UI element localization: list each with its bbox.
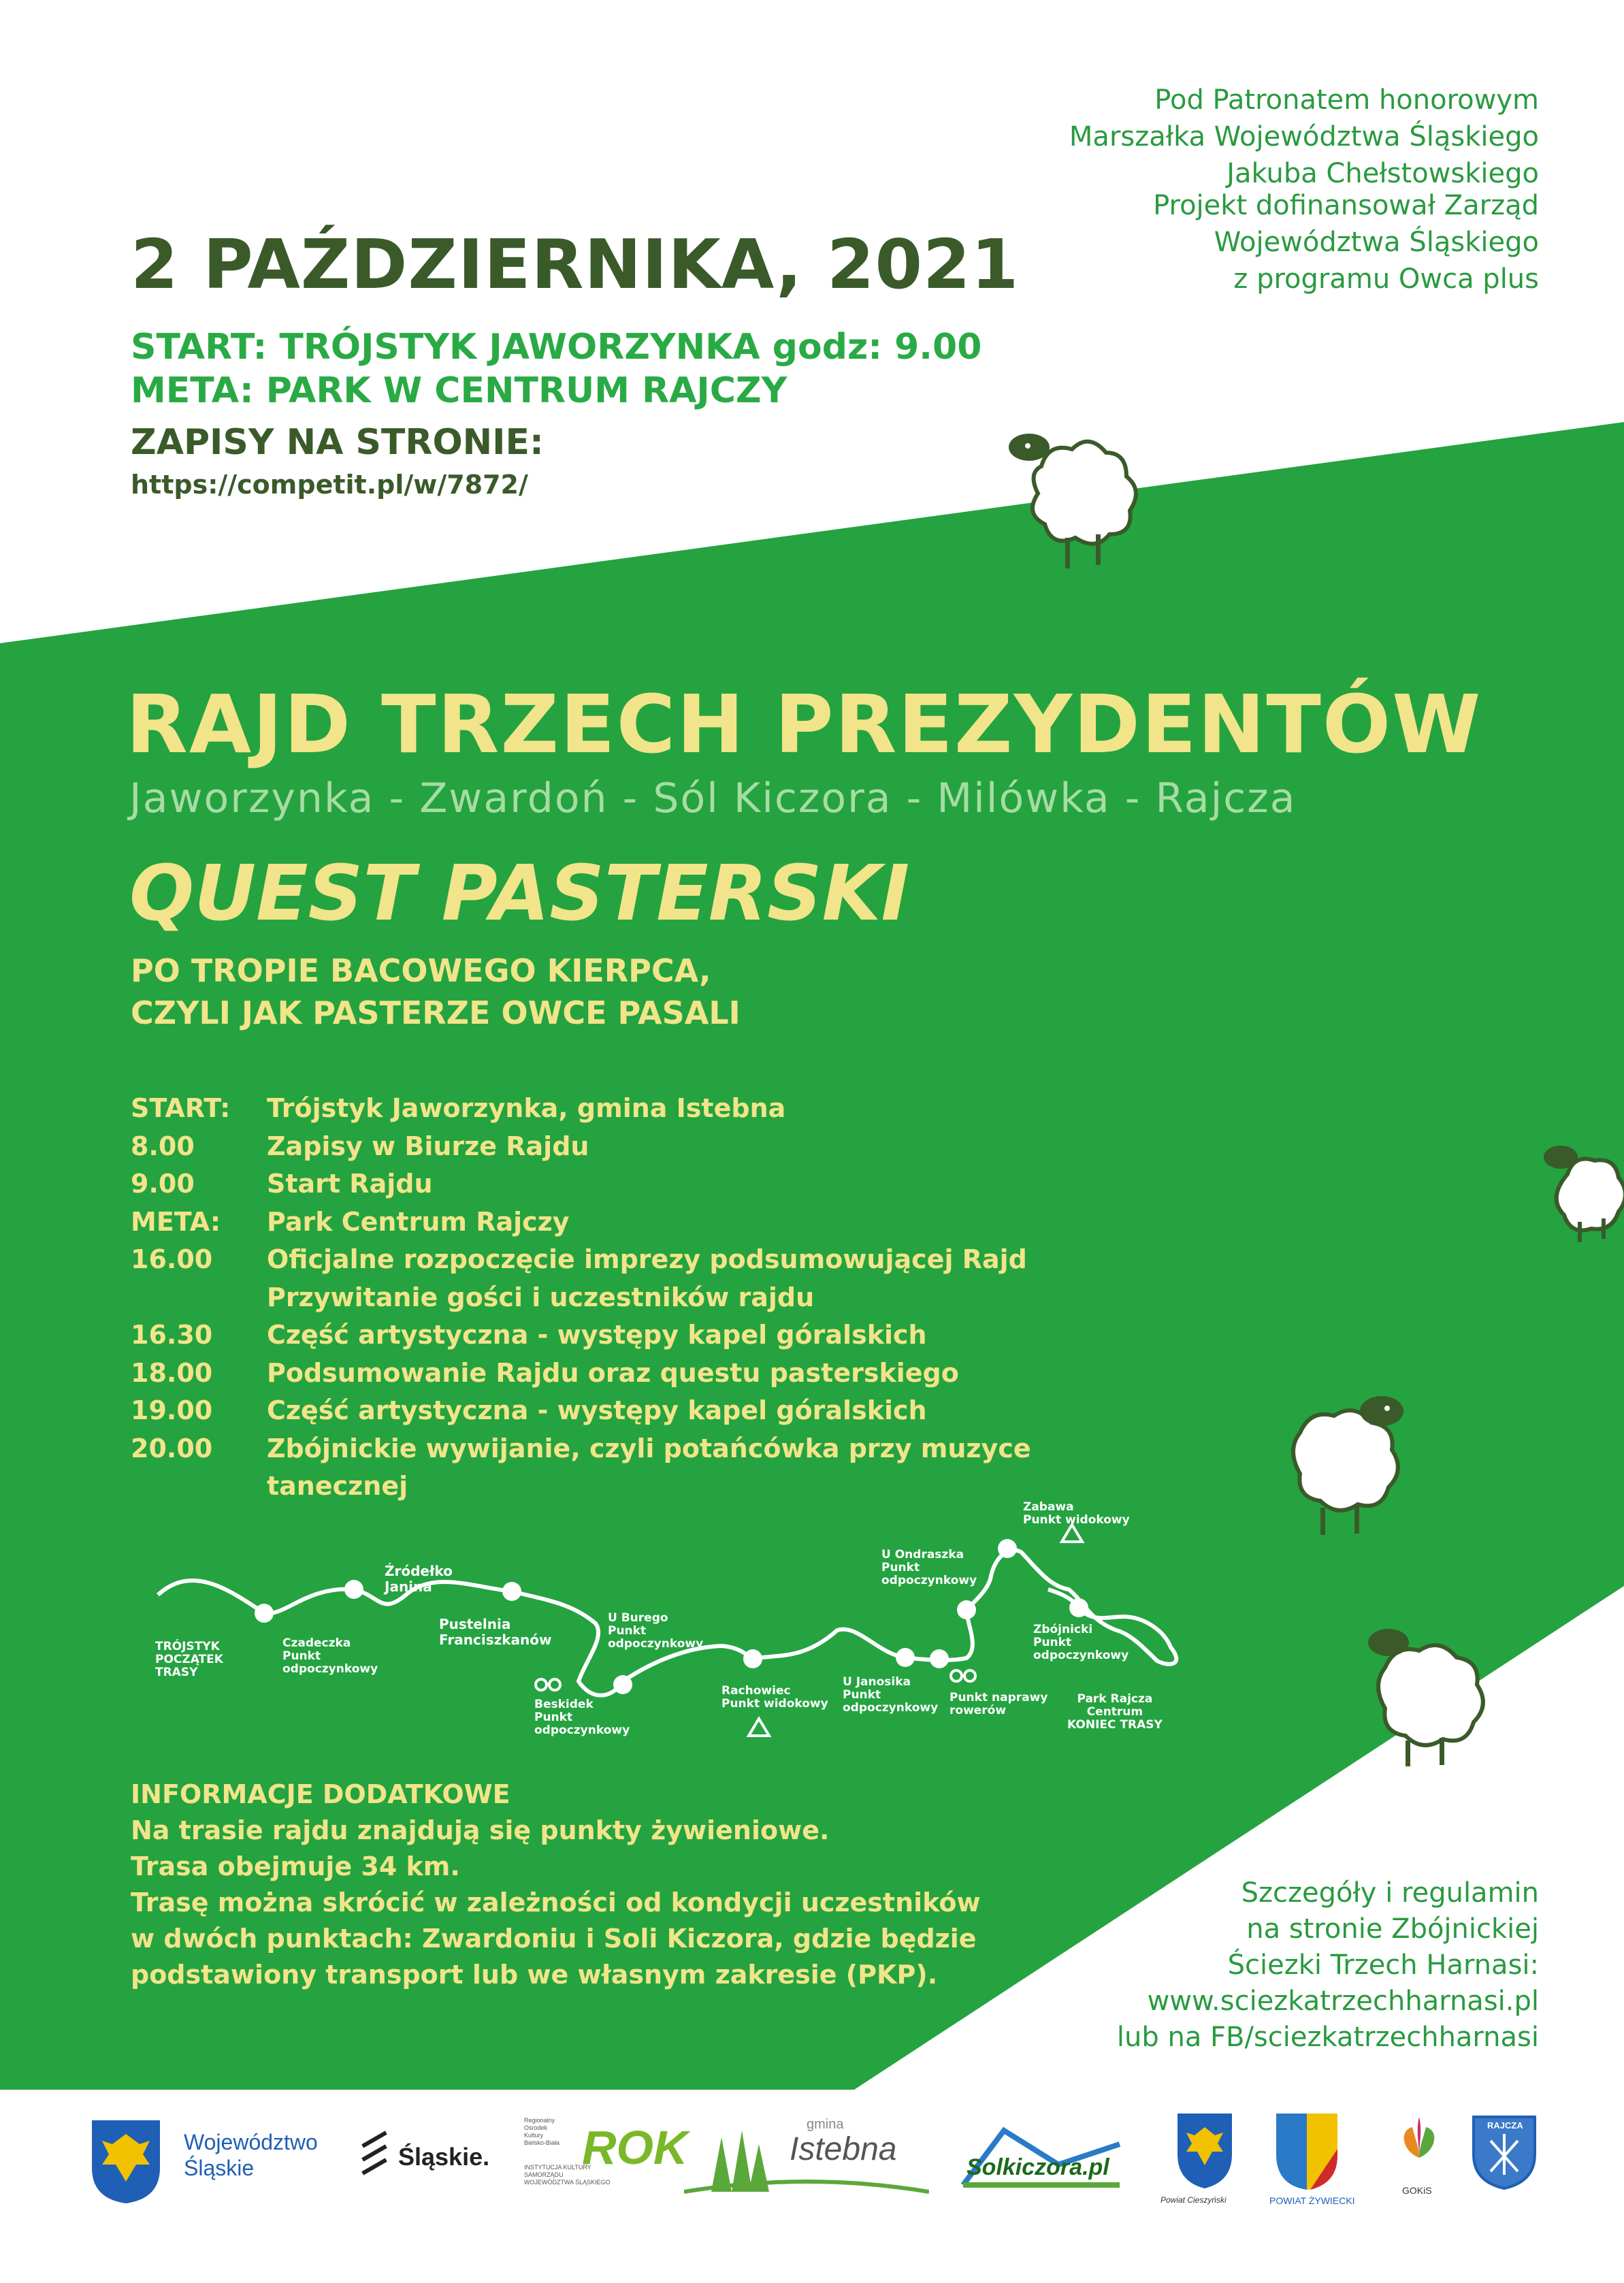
powiat-zywiecki-crest-icon [1273, 2110, 1341, 2192]
schedule-row: 16.00 Oficjalne rozpoczęcie imprezy podsumowującej Rajd [131, 1244, 1027, 1274]
map-label-zrodelko: Źródełko Janina [385, 1563, 453, 1595]
registration-link[interactable]: https://competit.pl/w/7872/ [131, 470, 528, 500]
map-label-janosika: U Janosika Punkt odpoczynkowy [843, 1675, 939, 1715]
schedule [131, 1093, 1179, 1509]
schedule-row: 8.00 Zapisy w Biurze Rajdu [131, 1131, 589, 1161]
powiat-cieszynski-crest-icon [1174, 2110, 1235, 2192]
schedule-row: 18.00 Podsumowanie Rajdu oraz questu pasterskiego [131, 1357, 959, 1388]
schedule-row: META: Park Centrum Rajczy [131, 1206, 570, 1237]
map-label-ondraszka: U Ondraszka Punkt odpoczynkowy [881, 1548, 977, 1587]
details-text: Szczegóły i regulamin na stronie Zbójnickiej Ściezki Trzech Harnasi: www.sciezkatrzechharnasi.pl lub na FB/sciezkatrzechharnasi [1117, 1875, 1539, 2056]
schedule-row: Przywitanie gości i uczestników rajdu [267, 1282, 815, 1312]
facebook-link[interactable]: lub na FB/sciezkatrzechharnasi [1116, 2022, 1539, 2053]
map-label-zbojnicki: Zbójnicki Punkt odpoczynkowy [1033, 1623, 1129, 1662]
quest-title: QUEST PASTERSKI [129, 849, 910, 938]
additional-info: INFORMACJE DODATKOWE Na trasie rajdu znajdują się punkty żywieniowe. Trasa obejmuje 34 km. Trasę można skrócić w zależności od kondycji uczestników w dwóch punktach: Zwardoniu i Soli Kiczora, gdzie będzie podstawiony transport lub we własnym zakresie (PKP). [131, 1777, 981, 1993]
schedule-row: tanecznej [267, 1471, 408, 1501]
schedule-row: 19.00 Część artystyczna - występy kapel góralskich [131, 1395, 927, 1425]
powiat-zywiecki-text: POWIAT ŻYWIECKI [1269, 2195, 1355, 2206]
map-label-burego: U Burego Punkt odpoczynkowy [608, 1611, 704, 1651]
solkiczora-logo-text: Solkiczora.pl [967, 2154, 1109, 2180]
route-subtitle: Jaworzynka - Zwardoń - Sól Kiczora - Milówka - Rajcza [129, 775, 1297, 822]
coat-of-arms-icon [88, 2117, 163, 2205]
quest-subtitle: PO TROPIE BACOWEGO KIERPCA, CZYLI JAK PASTERZE OWCE PASALI [131, 952, 741, 1031]
map-label-park: Park Rajcza Centrum KONIEC TRASY [1067, 1692, 1163, 1732]
slaskie-logo-text: Śląskie. [398, 2143, 490, 2171]
event-date: 2 PAŹDZIERNIKA, 2021 [131, 225, 1020, 304]
sheep-icon [1280, 1385, 1419, 1538]
sheep-icon [1358, 1617, 1501, 1770]
rok-logo-text: ROK [582, 2121, 688, 2174]
map-label-rachowiec: Rachowiec Punkt widokowy [721, 1684, 828, 1711]
website-link[interactable]: www.sciezkatrzechharnasi.pl [1147, 1986, 1539, 2017]
rok-small-text: Regionalny Ośrodek Kultury Bielsko-Biała INSTYTUCJA KULTURY SAMORZĄDU WOJEWÓDZTWA ŚLĄSKIEGO [524, 2117, 611, 2186]
meta-line: META: PARK W CENTRUM RAJCZY [131, 370, 787, 411]
funding-text: Projekt dofinansował Zarząd Województwa Śląskiego z programu Owca plus [1153, 190, 1539, 295]
wojewodztwo-logo-text: Województwo Śląskie [184, 2130, 318, 2180]
schedule-row: 16.30 Część artystyczna - występy kapel góralskich [131, 1320, 927, 1350]
patronage-text: Pod Patronatem honorowym Marszałka Województwa Śląskiego Jakuba Chełstowskiego [1069, 84, 1539, 189]
schedule-row: 20.00 Zbójnickie wywijanie, czyli potańcówka przy muzyce [131, 1433, 1031, 1463]
gokis-logo-text: GOKiS [1402, 2185, 1432, 2196]
registration-label: ZAPISY NA STRONIE: [131, 422, 544, 463]
sponsor-logos [0, 2083, 1624, 2283]
sheep-icon [1544, 1137, 1624, 1246]
powiat-cieszynski-text: Powiat Cieszyński [1160, 2195, 1227, 2205]
map-label-pustelnia: Pustelnia Franciszkanów [439, 1616, 552, 1648]
rajcza-logo-text: RAJCZA [1487, 2120, 1523, 2131]
gokis-logo-icon [1388, 2110, 1450, 2185]
map-label-trojstyk: TRÓJSTYK POCZĄTEK TRASY [155, 1640, 223, 1679]
map-label-zabawa: Zabawa Punkt widokowy [1023, 1500, 1130, 1527]
slaskie-icon [357, 2131, 391, 2178]
map-label-beskidek: Beskidek Punkt odpoczynkowy [534, 1698, 630, 1737]
istebna-gmina-text: gmina [807, 2117, 844, 2132]
schedule-row: START: Trójstyk Jaworzynka, gmina Istebna [131, 1093, 786, 1123]
sheep-icon [1001, 419, 1150, 575]
map-label-naprawy: Punkt naprawy rowerów [949, 1691, 1048, 1717]
start-meta [131, 325, 981, 412]
start-line: START: TRÓJSTYK JAWORZYNKA godz: 9.00 [131, 327, 982, 368]
istebna-logo-text: Istebna [790, 2131, 897, 2167]
info-heading: INFORMACJE DODATKOWE [131, 1779, 510, 1809]
schedule-row: 9.00 Start Rajdu [131, 1169, 433, 1199]
event-title: RAJD TRZECH PREZYDENTÓW [126, 677, 1482, 771]
map-label-czadeczka: Czadeczka Punkt odpoczynkowy [282, 1636, 378, 1676]
